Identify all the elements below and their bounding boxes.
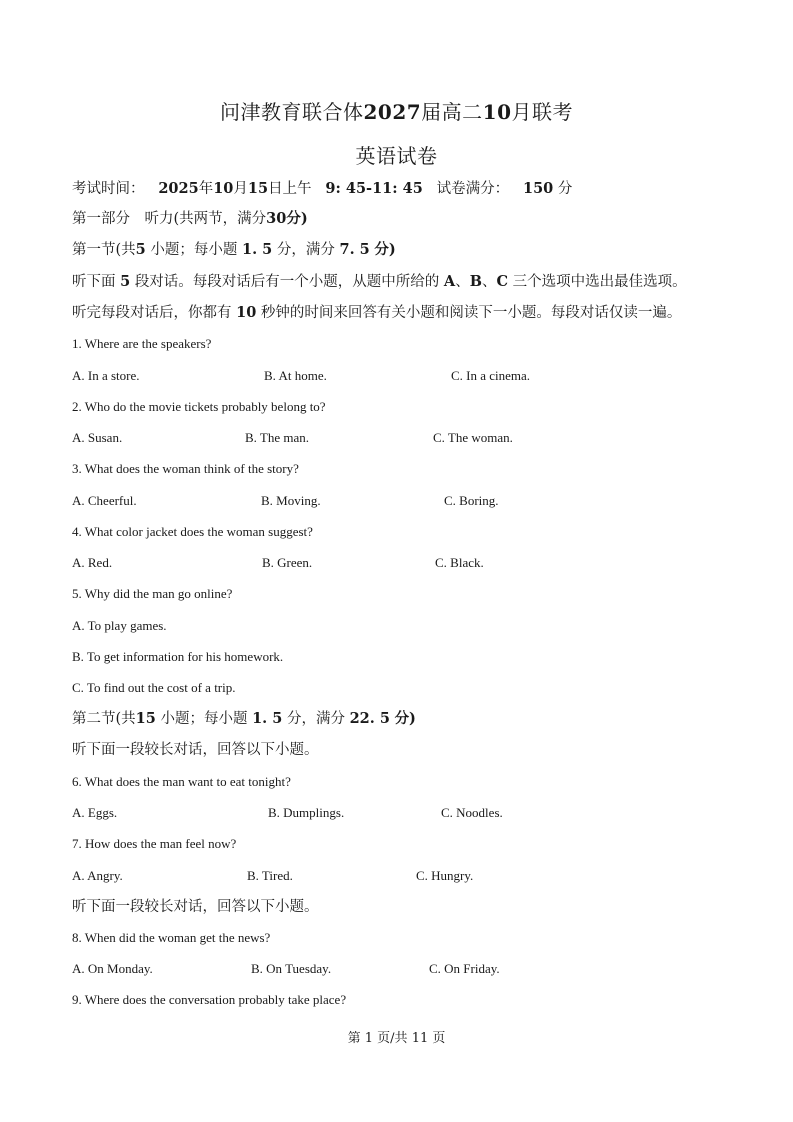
question-3-option-c: C. Boring. bbox=[444, 493, 499, 508]
question-4: 4. What color jacket does the woman suggest? bbox=[72, 524, 313, 539]
question-3-option-a: A. Cheerful. bbox=[72, 493, 137, 508]
question-5: 5. Why did the man go online? bbox=[72, 586, 233, 601]
question-7-option-c: C. Hungry. bbox=[416, 868, 474, 883]
question-6-option-c: C. Noodles. bbox=[441, 805, 503, 820]
question-2-option-c: C. The woman. bbox=[433, 430, 513, 445]
section2-instruction: 听下面一段较长对话，回答以下小题。 bbox=[72, 742, 319, 758]
section1-instruction-2: 听完每段对话后，你都有 10 秒钟的时间来回答有关小题和阅读下一小题。每段对话仅读一遍。 bbox=[72, 304, 682, 321]
section2-instruction-repeat: 听下面一段较长对话，回答以下小题。 bbox=[72, 899, 319, 915]
page-footer: 第 1 页/共 11 页 bbox=[347, 1031, 446, 1046]
question-8-option-c: C. On Friday. bbox=[429, 961, 500, 976]
question-2-option-a: A. Susan. bbox=[72, 430, 123, 445]
question-4-option-c: C. Black. bbox=[435, 555, 484, 570]
question-1: 1. Where are the speakers? bbox=[72, 336, 212, 351]
exam-info: 考试时间： 2025年10月15日上午 9: 45-11: 45 试卷满分： 150 分 bbox=[72, 180, 573, 197]
section1-heading: 第一节(共5 小题；每小题 1. 5 分，满分 7. 5 分) bbox=[72, 241, 396, 258]
question-8: 8. When did the woman get the news? bbox=[72, 930, 271, 945]
section1-instruction-1: 听下面 5 段对话。每段对话后有一个小题，从题中所给的 A、B、C 三个选项中选出最佳选项。 bbox=[72, 273, 687, 290]
question-2-option-b: B. The man. bbox=[245, 430, 310, 445]
question-1-option-a: A. In a store. bbox=[72, 368, 140, 383]
question-5-option-a: A. To play games. bbox=[72, 618, 167, 633]
question-7-option-a: A. Angry. bbox=[72, 868, 123, 883]
question-6-option-b: B. Dumplings. bbox=[268, 805, 345, 820]
question-4-option-a: A. Red. bbox=[72, 555, 113, 570]
question-8-option-b: B. On Tuesday. bbox=[251, 961, 332, 976]
question-5-option-c: C. To find out the cost of a trip. bbox=[72, 680, 236, 695]
exam-subtitle: 英语试卷 bbox=[355, 144, 438, 168]
exam-title: 问津教育联合体2027届高二10月联考 bbox=[219, 100, 573, 124]
question-8-option-a: A. On Monday. bbox=[72, 961, 153, 976]
question-4-option-b: B. Green. bbox=[262, 555, 313, 570]
question-7: 7. How does the man feel now? bbox=[72, 836, 237, 851]
question-6-option-a: A. Eggs. bbox=[72, 805, 118, 820]
question-7-option-b: B. Tired. bbox=[247, 868, 293, 883]
question-9: 9. Where does the conversation probably take place? bbox=[72, 992, 347, 1007]
section2-heading: 第二节(共15 小题；每小题 1. 5 分，满分 22. 5 分) bbox=[72, 710, 416, 727]
question-3: 3. What does the woman think of the story? bbox=[72, 461, 299, 476]
question-1-option-b: B. At home. bbox=[264, 368, 327, 383]
question-3-option-b: B. Moving. bbox=[261, 493, 321, 508]
question-1-option-c: C. In a cinema. bbox=[451, 368, 531, 383]
part1-heading: 第一部分 听力(共两节，满分30分) bbox=[72, 210, 308, 227]
question-2: 2. Who do the movie tickets probably belong to? bbox=[72, 399, 326, 414]
question-5-option-b: B. To get information for his homework. bbox=[72, 649, 284, 664]
question-6: 6. What does the man want to eat tonight? bbox=[72, 774, 291, 789]
